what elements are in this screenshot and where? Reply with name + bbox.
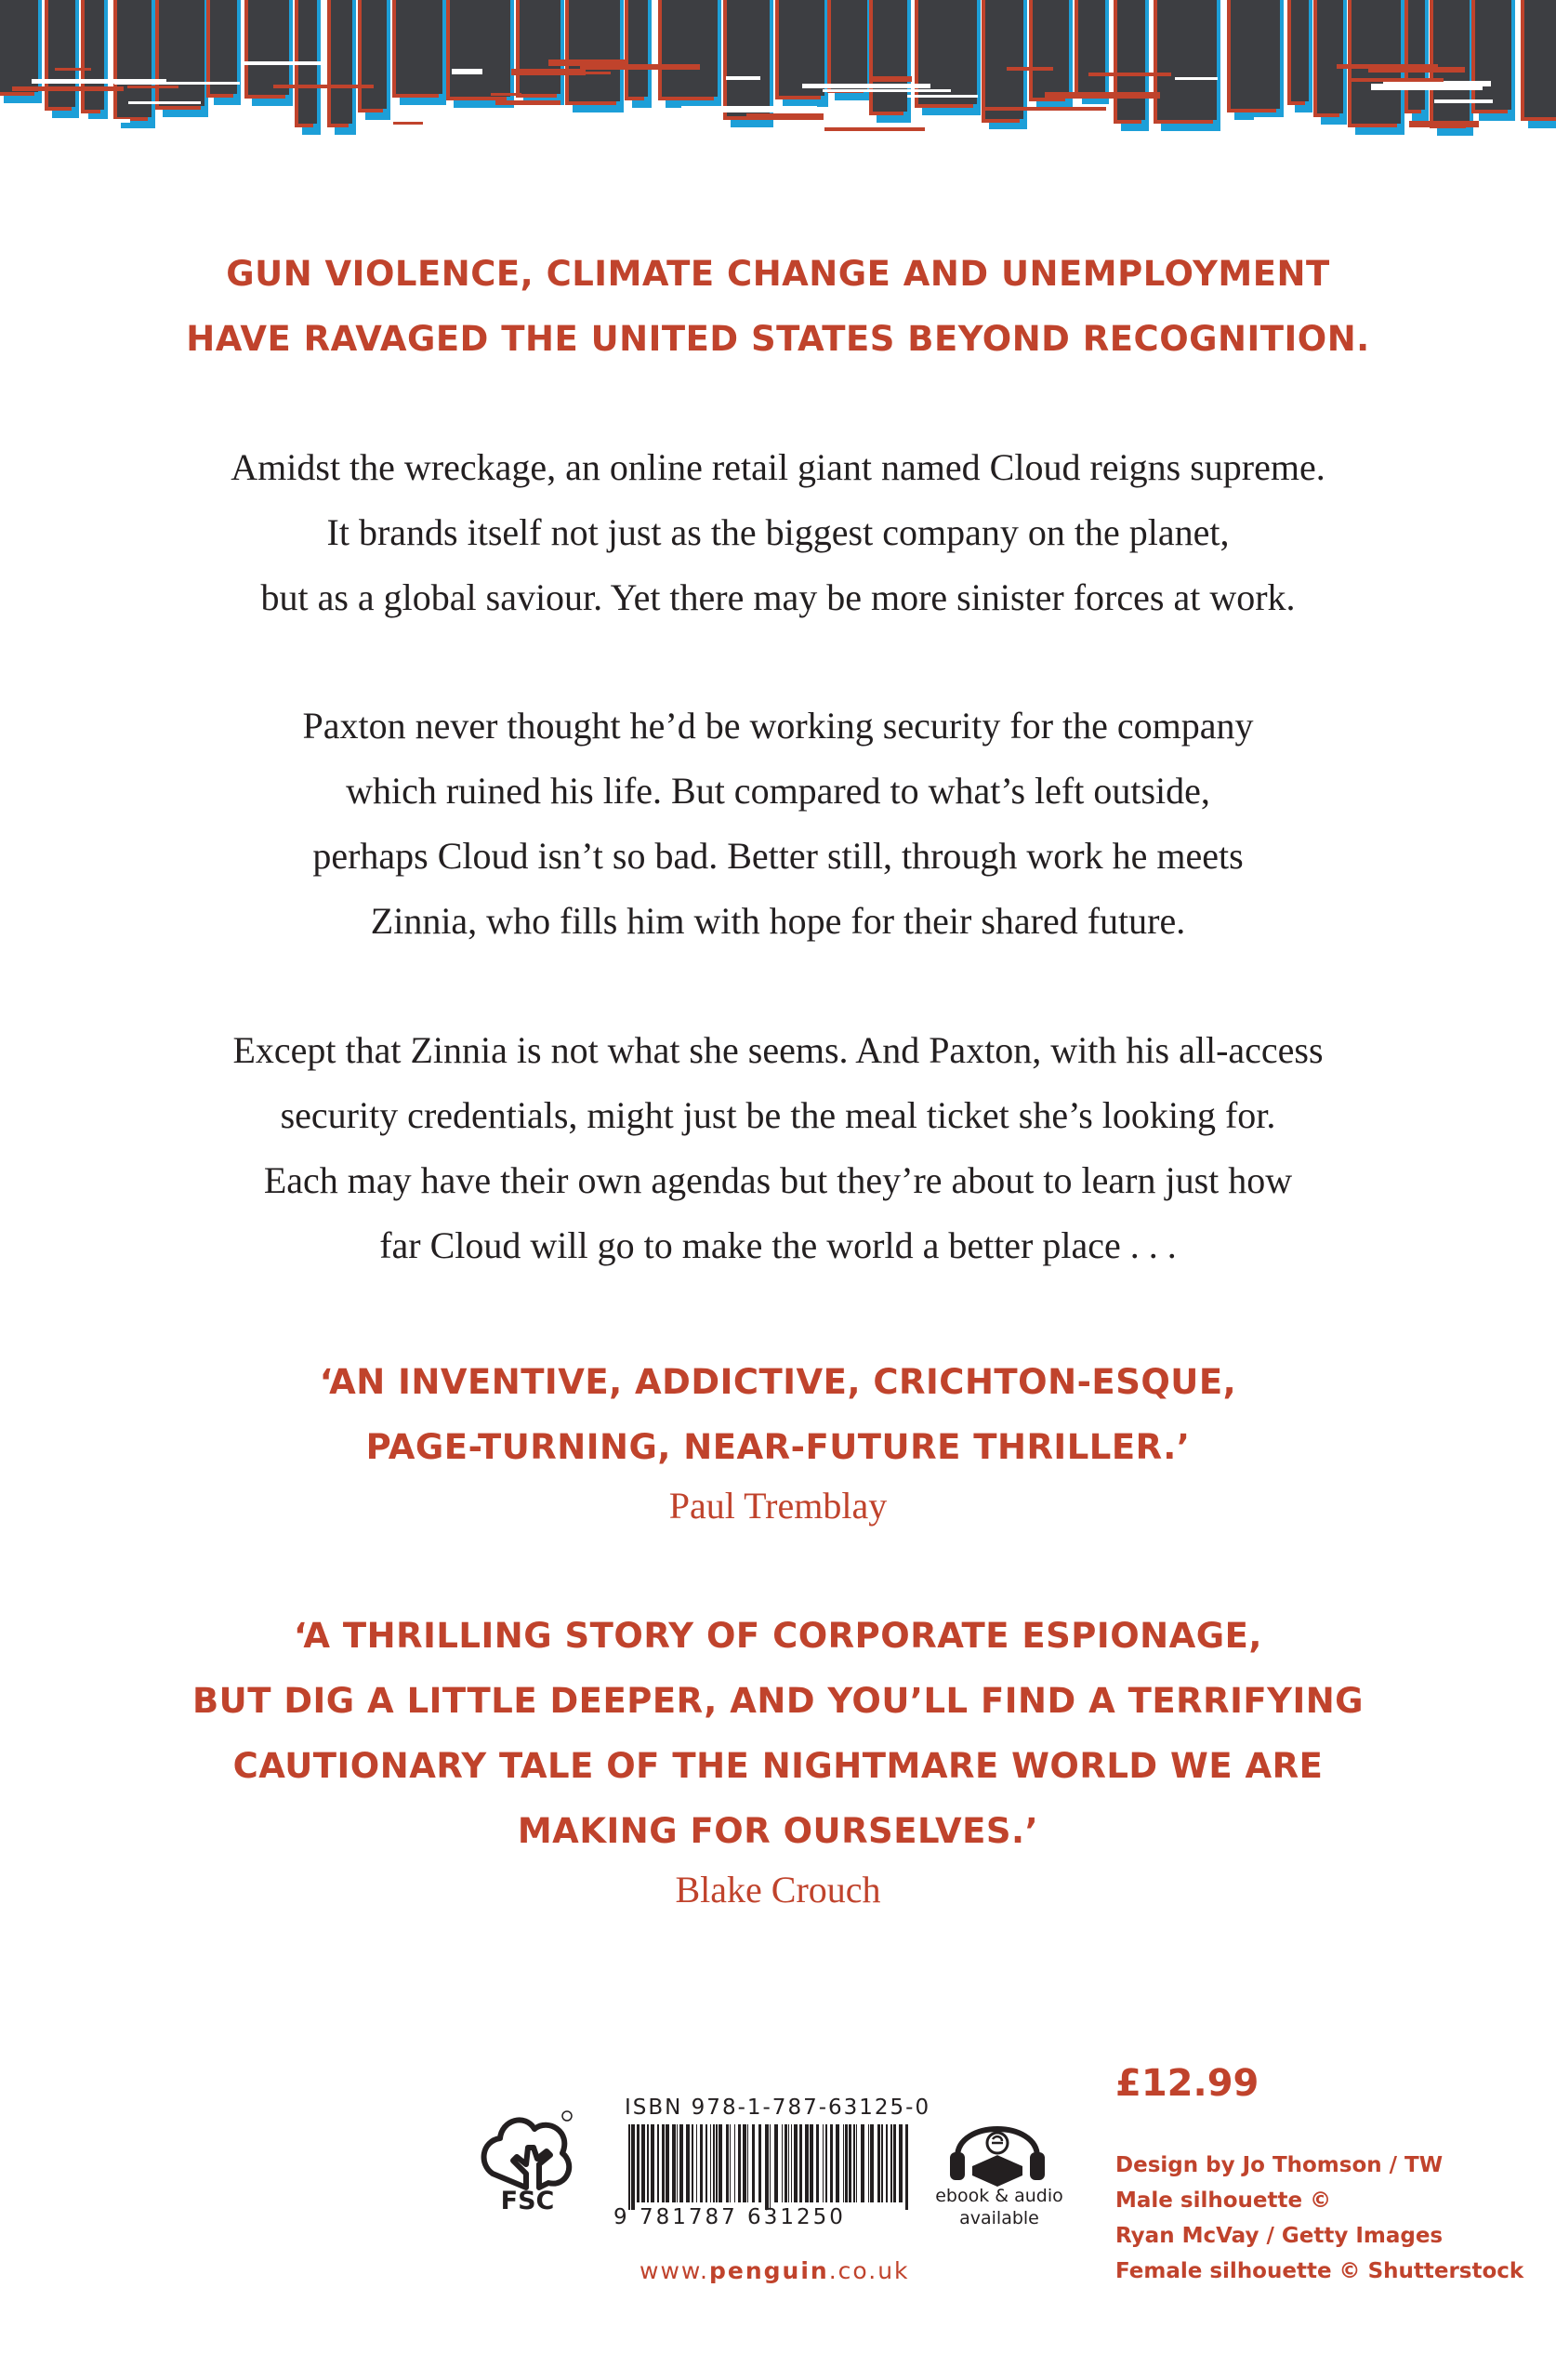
glitch-streak: [43, 119, 130, 123]
barcode-bar: [843, 2124, 844, 2202]
barcode-bar: [705, 2124, 707, 2202]
barcode-bar: [861, 2124, 864, 2202]
blurb-line: security credentials, might just be the meal ticket she’s looking for.: [280, 1094, 1276, 1136]
barcode-bar: [791, 2124, 792, 2202]
barcode-bar: [788, 2124, 789, 2202]
credit-line: Female silhouette © Shutterstock: [1115, 2259, 1524, 2283]
barcode-bar: [700, 2124, 703, 2202]
glitch-streak: [1254, 117, 1298, 122]
blurb-line: but as a global saviour. Yet there may be more sinister forces at work.: [260, 576, 1296, 618]
glitch-streak: [870, 76, 912, 82]
barcode-bar: [830, 2124, 833, 2202]
ebook-audio-label: [930, 2185, 1069, 2229]
blurb-line: Amidst the wreckage, an online retail giant named Cloud reigns supreme.: [231, 446, 1325, 488]
credit-line: Ryan McVay / Getty Images: [1115, 2224, 1444, 2248]
glitch-bar: [117, 0, 152, 117]
barcode-bar: [730, 2124, 731, 2202]
barcode-bar: [651, 2124, 654, 2202]
barcode-bar: [805, 2124, 809, 2202]
glitch-streak: [32, 79, 166, 84]
barcode-bar: [713, 2124, 715, 2202]
glitch-bar: [159, 0, 204, 106]
barcode-bar: [881, 2124, 883, 2202]
glitch-bar: [779, 0, 824, 96]
glitch-bar: [362, 0, 387, 109]
glitch-streak: [127, 86, 178, 88]
glitch-streak: [128, 101, 201, 104]
barcode-bar: [890, 2124, 892, 2202]
barcode-bar: [893, 2124, 896, 2202]
glitch-streak: [681, 106, 817, 112]
quote-line: CAUTIONARY TALE OF THE NIGHTMARE WORLD WE ARE: [232, 1746, 1324, 1786]
glitch-bar: [1078, 0, 1105, 93]
glitch-bar: [85, 0, 104, 110]
glitch-streak: [55, 68, 91, 71]
glitch-bar: [1408, 0, 1425, 110]
fsc-label: FSC: [500, 2187, 555, 2215]
blurb-line: which ruined his life. But compared to what’s left outside,: [346, 770, 1210, 812]
glitch-streak: [1007, 67, 1053, 71]
glitch-streak: [726, 76, 760, 80]
barcode-bar: [672, 2124, 676, 2202]
barcode-bar: [810, 2124, 813, 2202]
barcode-bar: [774, 2124, 778, 2202]
ebook-label-line: available: [959, 2208, 1039, 2228]
glitch-streak: [243, 61, 324, 65]
barcode-bar: [782, 2124, 783, 2202]
isbn-number: ISBN 978-1-787-63125-0: [625, 2096, 931, 2120]
barcode-bar: [765, 2124, 769, 2210]
glitch-streak: [452, 69, 482, 74]
barcode-bar: [794, 2124, 798, 2202]
glitch-streak: [580, 64, 700, 70]
credit-line: Male silhouette ©: [1115, 2188, 1332, 2213]
barcode-bar: [853, 2124, 855, 2202]
blurb-paragraph-3: [0, 1018, 1556, 1278]
barcode-bar: [666, 2124, 669, 2202]
glitch-bar: [873, 0, 907, 112]
barcode-bar: [825, 2124, 827, 2202]
barcode-bar: [686, 2124, 690, 2202]
glitch-streak: [824, 127, 925, 131]
glitch-streak: [1409, 121, 1479, 127]
barcode-bar: [856, 2124, 857, 2202]
design-credits: [1115, 2148, 1523, 2289]
glitch-bar: [1157, 0, 1217, 120]
glitch-bar: [569, 0, 620, 101]
barcode-bar: [657, 2124, 659, 2202]
price: £12.99: [1115, 2062, 1259, 2105]
blurb-line: perhaps Cloud isn’t so bad. Better still, through work he meets: [312, 835, 1244, 877]
glitch-bar: [1475, 0, 1511, 110]
barcode-bar: [877, 2124, 880, 2202]
barcode-bar: [726, 2124, 729, 2202]
blurb-line: Except that Zinnia is not what she seems. And Paxton, with his all-access: [232, 1029, 1324, 1071]
barcode-bar: [637, 2124, 640, 2202]
quote-line: ‘A THRILLING STORY OF CORPORATE ESPIONAGE,: [294, 1616, 1262, 1656]
blurb-line: Each may have their own agendas but they’re about to learn just how: [263, 1159, 1293, 1201]
barcode-bar: [905, 2124, 908, 2210]
barcode-bar: [886, 2124, 888, 2202]
barcode-bar: [692, 2124, 693, 2202]
barcode-bar: [734, 2124, 735, 2202]
glitch-bar: [1524, 0, 1556, 117]
glitch-bar: [1231, 0, 1280, 109]
glitch-bar: [1317, 0, 1343, 113]
ebook-audio-headphones-icon: [946, 2101, 1048, 2189]
headline-line: GUN VIOLENCE, CLIMATE CHANGE AND UNEMPLOYMENT: [226, 254, 1330, 294]
glitch-streak: [907, 95, 978, 98]
glitch-streak: [1368, 67, 1465, 73]
glitch-bar: [450, 0, 510, 97]
blurb-line: Zinnia, who fills him with hope for their shared future.: [370, 900, 1186, 942]
quote-line: MAKING FOR OURSELVES.’: [517, 1811, 1039, 1851]
barcode-bar: [628, 2124, 630, 2210]
blurb-line: It brands itself not just as the biggest company on the planet,: [326, 511, 1230, 553]
glitch-streak: [273, 85, 374, 88]
glitch-streak: [511, 69, 586, 75]
barcode-bar: [677, 2124, 678, 2202]
glitch-bar: [1291, 0, 1309, 101]
barcode-bar: [679, 2124, 683, 2202]
blurb-paragraph-1: [0, 435, 1556, 630]
credit-line: Design by Jo Thomson / TW: [1115, 2153, 1444, 2177]
glitch-bar: [248, 0, 289, 95]
barcode-bar: [823, 2124, 824, 2202]
barcode-bar: [870, 2124, 874, 2202]
glitch-bar: [396, 0, 442, 94]
barcode-bar: [641, 2124, 645, 2202]
barcode-bar: [899, 2124, 903, 2202]
barcode-bar: [868, 2124, 869, 2202]
website-suffix: .co.uk: [828, 2257, 910, 2284]
blurb-line: far Cloud will go to make the world a better place . . .: [379, 1224, 1177, 1266]
glitch-streak: [1088, 73, 1171, 76]
glitch-bar: [918, 0, 977, 104]
barcode-bar: [836, 2124, 839, 2202]
glitch-streak: [495, 100, 560, 105]
publisher-website[interactable]: [640, 2257, 910, 2284]
glitch-streak: [1434, 99, 1493, 103]
glitch-bar: [1033, 0, 1069, 98]
glitch-streak: [12, 86, 124, 91]
barcode-bar: [738, 2124, 741, 2202]
barcode-bar: [816, 2124, 819, 2202]
barcode-bar: [710, 2124, 711, 2202]
glitch-bar: [985, 0, 1023, 119]
ebook-label-line: ebook & audio: [935, 2186, 1063, 2206]
glitch-bar: [0, 0, 38, 92]
barcode-bar: [747, 2124, 748, 2202]
barcode-bar: [758, 2124, 761, 2202]
glitch-streak: [944, 129, 1064, 134]
blurb-paragraph-2: [0, 694, 1556, 954]
quote-line: ‘AN INVENTIVE, ADDICTIVE, CRICHTON-ESQUE,: [319, 1362, 1237, 1402]
glitch-streak: [580, 72, 611, 74]
quote-line: PAGE-TURNING, NEAR-FUTURE THRILLER.’: [365, 1427, 1191, 1467]
glitch-bar: [210, 0, 237, 94]
glitch-streak: [655, 120, 692, 126]
glitch-streak: [491, 93, 521, 96]
glitch-streak: [802, 84, 930, 88]
blurb-line: Paxton never thought he’d be working security for the company: [302, 705, 1254, 747]
barcode-icon: [625, 2124, 913, 2210]
barcode-bar: [785, 2124, 787, 2202]
website-prefix: www.: [640, 2257, 709, 2284]
glitch-streak: [1045, 92, 1160, 99]
barcode-bar: [631, 2124, 635, 2210]
barcode-bar: [716, 2124, 718, 2202]
barcode-bar: [770, 2124, 771, 2210]
headline: [0, 242, 1556, 372]
glitch-barcode-band: [0, 0, 1556, 144]
glitch-streak: [982, 107, 1106, 111]
barcode-bar: [752, 2124, 755, 2202]
review-quote-1: [0, 1350, 1556, 1480]
glitch-bar: [1117, 0, 1145, 120]
glitch-streak: [1350, 78, 1444, 82]
glitch-bar: [727, 0, 770, 116]
quote-attribution-1: Paul Tremblay: [668, 1485, 888, 1527]
website-brand: penguin: [709, 2257, 829, 2284]
glitch-bar: [831, 0, 867, 89]
quote-attribution-2: Blake Crouch: [675, 1869, 881, 1911]
headline-line: HAVE RAVAGED THE UNITED STATES BEYOND RECOGNITION.: [186, 319, 1370, 359]
glitch-bar: [662, 0, 718, 97]
barcode-bar: [845, 2124, 848, 2202]
glitch-streak: [1371, 84, 1483, 90]
review-quote-2: [0, 1604, 1556, 1864]
barcode-bar: [662, 2124, 665, 2202]
barcode-bar: [849, 2124, 851, 2202]
barcode-bar: [647, 2124, 649, 2202]
glitch-bar: [331, 0, 352, 124]
barcode-bar: [799, 2124, 802, 2202]
glitch-bar: [628, 0, 648, 97]
glitch-streak: [393, 122, 423, 125]
barcode-bar: [719, 2124, 722, 2202]
glitch-streak: [1175, 77, 1218, 80]
glitch-bar: [1352, 0, 1401, 124]
barcode-bar: [696, 2124, 697, 2202]
barcode-bar: [743, 2124, 746, 2202]
glitch-bar: [520, 0, 560, 94]
barcode-digits: 9 781787 631250: [613, 2205, 846, 2229]
glitch-streak: [746, 113, 824, 120]
glitch-bar: [1433, 0, 1470, 125]
glitch-streak: [823, 89, 951, 92]
quote-line: BUT DIG A LITTLE DEEPER, AND YOU’LL FIND A TERRIFYING: [191, 1681, 1365, 1721]
